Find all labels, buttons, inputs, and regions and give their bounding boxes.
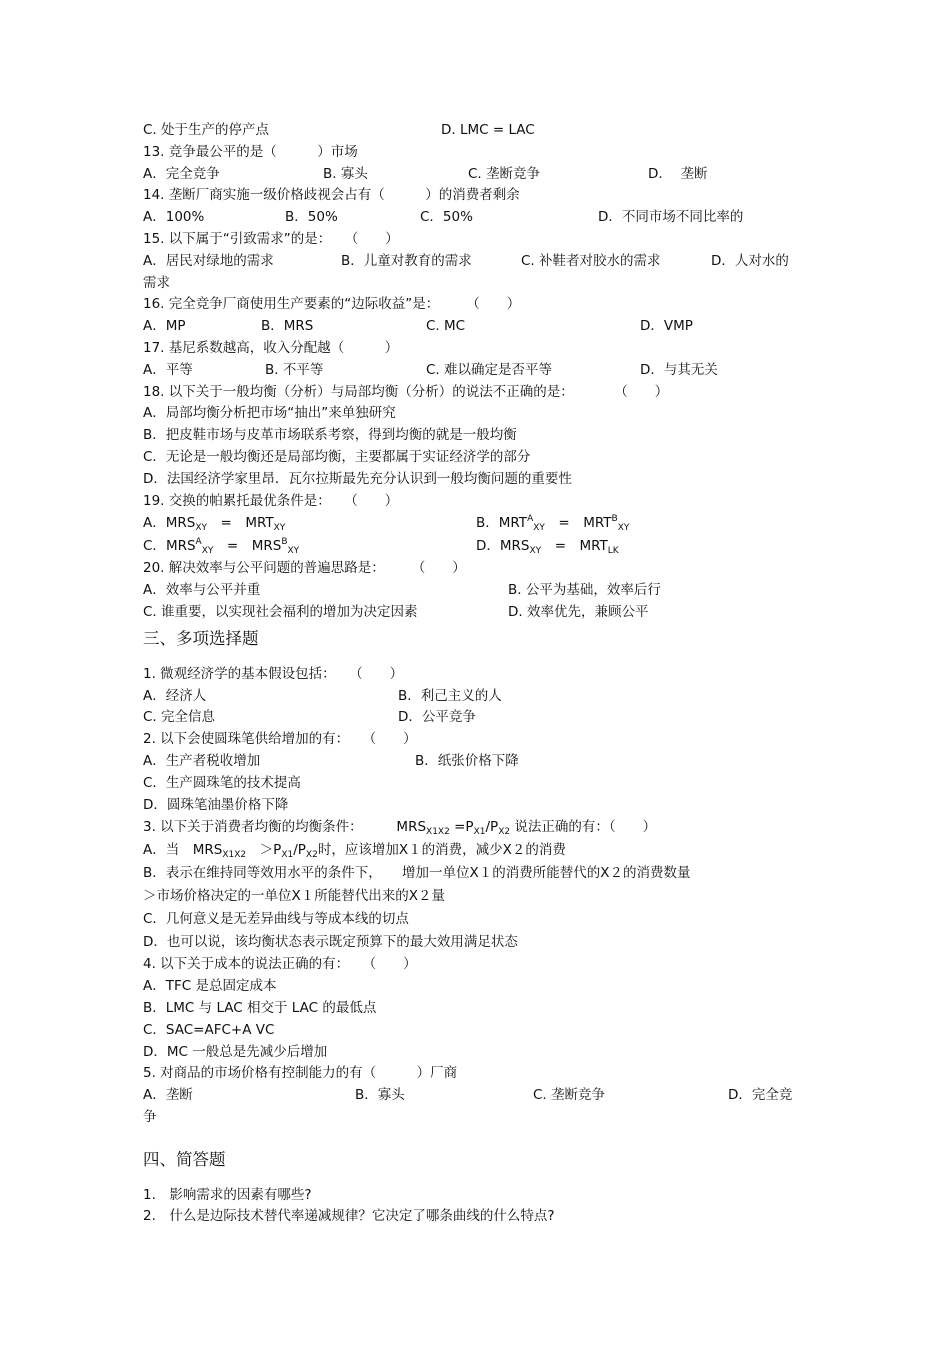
text-segment: A．垄断	[143, 1087, 193, 1104]
q19-option-a: A．$MRS_{XY}$ = $MRT_{XY}$	[143, 515, 286, 534]
text-segment: 14. 垄断厂商实施一级价格歧视会占有（ ）的消费者剩余	[143, 187, 520, 204]
text-line	[143, 1020, 813, 1042]
text-segment: 1. 影响需求的因素有哪些?	[143, 1186, 312, 1203]
text-line	[143, 294, 813, 316]
document-page	[143, 120, 813, 1228]
text-segment: C. 难以确定是否平等	[426, 361, 553, 378]
text-segment: A．经济人	[143, 687, 207, 704]
text-segment: A．TFC 是总固定成本	[143, 978, 277, 995]
text-line	[143, 1063, 813, 1085]
text-segment: B．寡头	[355, 1087, 405, 1104]
text-segment: 13. 竞争最公平的是（ ）市场	[143, 143, 358, 160]
text-line	[143, 447, 813, 469]
spacer	[143, 1129, 813, 1145]
q3-option-c: C．几何意义是无差异曲线与等成本线的切点	[143, 911, 409, 928]
short-answer-questions	[143, 1185, 813, 1229]
text-segment: C．SAC=AFC+A VC	[143, 1021, 275, 1038]
text-segment: B．把皮鞋市场与皮革市场联系考察，得到均衡的就是一般均衡	[143, 427, 517, 444]
text-line	[143, 382, 813, 404]
text-segment: 需求	[143, 274, 170, 291]
text-segment: 18. 以下关于一般均衡（分析）与局部均衡（分析）的说法不正确的是： （ ）	[143, 383, 669, 400]
text-segment: A．平等	[143, 361, 193, 378]
text-segment: B. 寡头	[323, 165, 368, 182]
text-segment: A．100%	[143, 209, 205, 226]
text-line	[143, 602, 813, 624]
text-segment: D．VMP	[640, 318, 693, 335]
q3-option-b-line2: ＞市场价格决定的一单位X１所能替代出来的X２量	[143, 888, 445, 905]
text-segment: 1. 微观经济学的基本假设包括： （ ）	[143, 665, 404, 682]
section-short-answer-title: 四、简答题	[143, 1149, 226, 1169]
text-segment: C．50%	[420, 209, 473, 226]
text-segment: A．居民对绿地的需求	[143, 252, 274, 269]
text-line	[143, 773, 813, 795]
text-segment: D．圆珠笔油墨价格下降	[143, 796, 289, 813]
text-line	[143, 707, 813, 729]
text-segment: B．50%	[285, 209, 338, 226]
text-segment: C. MC	[426, 318, 466, 335]
text-line	[143, 207, 813, 229]
q3-option-a: A．当 $MRS_{X1X2}$ $>P_{X1}/P_{X2}$时，应该增加X１的消费，减少X２的消费	[143, 842, 566, 861]
q19-options-ab	[143, 512, 813, 535]
text-segment: D．人对水的	[711, 252, 789, 269]
text-line	[143, 1185, 813, 1207]
text-line	[143, 316, 813, 338]
spacer	[143, 1175, 813, 1185]
text-line	[143, 998, 813, 1020]
text-segment: C．无论是一般均衡还是局部均衡，主要都属于实证经济学的部分	[143, 448, 531, 465]
text-segment: A．生产者税收增加	[143, 752, 261, 769]
q3-option-d: D．也可以说，该均衡状态表示既定预算下的最大效用满足状态	[143, 934, 518, 951]
text-segment: D. LMC = LAC	[441, 122, 535, 138]
text-line	[143, 120, 813, 142]
text-segment: A．局部均衡分析把市场“抽出”来单独研究	[143, 405, 396, 422]
text-segment: B. 不平等	[265, 361, 324, 378]
text-segment: D．MC 一般总是先减少后增加	[143, 1043, 328, 1060]
text-line	[143, 729, 813, 751]
text-segment: A．MP	[143, 318, 186, 335]
text-segment: B．LMC 与 LAC 相交于 LAC 的最低点	[143, 999, 377, 1016]
text-line	[143, 469, 813, 491]
text-line	[143, 491, 813, 513]
text-segment: 5. 对商品的市场价格有控制能力的有（ ）厂商	[143, 1065, 458, 1082]
text-line	[143, 1206, 813, 1228]
text-line	[143, 795, 813, 817]
text-segment: 16. 完全竞争厂商使用生产要素的“边际收益”是： （ ）	[143, 296, 521, 313]
text-line	[143, 686, 813, 708]
text-segment: 2. 以下会使圆珠笔供给增加的有： （ ）	[143, 731, 417, 748]
text-line	[143, 580, 813, 602]
text-segment: C．生产圆珠笔的技术提高	[143, 774, 301, 791]
q3-option-b-line1: B．表示在维持同等效用水平的条件下， 增加一单位X１的消费所能替代的X２的消费数量	[143, 865, 691, 882]
question-20	[143, 558, 813, 623]
text-segment: 19. 交换的帕累托最优条件是： （ ）	[143, 492, 399, 509]
text-line	[143, 1042, 813, 1064]
text-line	[143, 185, 813, 207]
q19-option-d: D．$MRS_{XY}$ = $MRT_{LK}$	[476, 538, 619, 557]
text-segment: B．纸张价格下降	[415, 752, 519, 769]
multi-questions-1-2	[143, 664, 813, 817]
text-segment: A．完全竞争	[143, 165, 220, 182]
text-segment: C. 垄断竞争	[533, 1087, 606, 1104]
text-segment: 4. 以下关于成本的说法正确的有： （ ）	[143, 956, 417, 973]
text-segment: 17. 基尼系数越高，收入分配越（ ）	[143, 339, 399, 356]
text-segment: C. 谁重要，以实现社会福利的增加为决定因素	[143, 603, 418, 620]
text-line	[143, 425, 813, 447]
text-segment: D．法国经济学家里昂．瓦尔拉斯最先充分认识到一般均衡问题的重要性	[143, 470, 572, 487]
q3-stem: 3. 以下关于消费者均衡的均衡条件： $MRS_{X1X2} =P_{X1}/P_{X2}$ 说法正确的有：（ ）	[143, 819, 657, 838]
text-segment: C. 完全信息	[143, 709, 216, 726]
spacer	[143, 654, 813, 664]
text-line	[143, 954, 813, 976]
text-segment: B．利己主义的人	[398, 687, 502, 704]
text-segment: A．效率与公平并重	[143, 582, 261, 599]
text-segment: D. 效率优先，兼顾公平	[508, 603, 649, 620]
text-segment: C. 垄断竞争	[468, 165, 541, 182]
text-line	[143, 360, 813, 382]
questions-13-19	[143, 120, 813, 512]
multi-questions-4-5	[143, 954, 813, 1128]
section-multiple-choice-title: 三、多项选择题	[143, 628, 259, 648]
text-segment: 2. 什么是边际技术替代率递减规律？它决定了哪条曲线的什么特点?	[143, 1208, 555, 1225]
text-segment: 15. 以下属于“引致需求”的是： （ ）	[143, 230, 399, 247]
q19-options-cd	[143, 535, 813, 558]
text-line	[143, 1085, 813, 1107]
text-segment: D. 垄断	[648, 165, 708, 182]
text-line	[143, 251, 813, 273]
text-line	[143, 142, 813, 164]
text-segment: D．不同市场不同比率的	[598, 209, 744, 226]
text-line	[143, 273, 813, 295]
text-line	[143, 558, 813, 580]
text-segment: 20. 解决效率与公平问题的普遍思路是： （ ）	[143, 560, 466, 577]
text-segment: 争	[143, 1108, 157, 1125]
text-segment: D．公平竞争	[398, 709, 476, 726]
text-line	[143, 164, 813, 186]
text-segment: B．儿童对教育的需求	[341, 252, 472, 269]
q19-option-c: C．$MRS^A_{XY}$ = $MRS^B_{XY}$	[143, 537, 300, 557]
text-segment: C. 补鞋者对胶水的需求	[521, 252, 661, 269]
text-segment: B. 公平为基础，效率后行	[508, 582, 661, 599]
text-line	[143, 976, 813, 998]
text-line	[143, 1107, 813, 1129]
text-line	[143, 338, 813, 360]
text-segment: D．完全竞	[728, 1087, 793, 1104]
text-line	[143, 664, 813, 686]
text-line	[143, 751, 813, 773]
text-segment: D．与其无关	[640, 361, 718, 378]
text-line	[143, 403, 813, 425]
text-segment: C. 处于生产的停产点	[143, 122, 270, 138]
text-line	[143, 229, 813, 251]
text-segment: B．MRS	[261, 318, 314, 335]
q19-option-b: B．$MRT^A_{XY}$ = $MRT^B_{XY}$	[476, 514, 630, 534]
